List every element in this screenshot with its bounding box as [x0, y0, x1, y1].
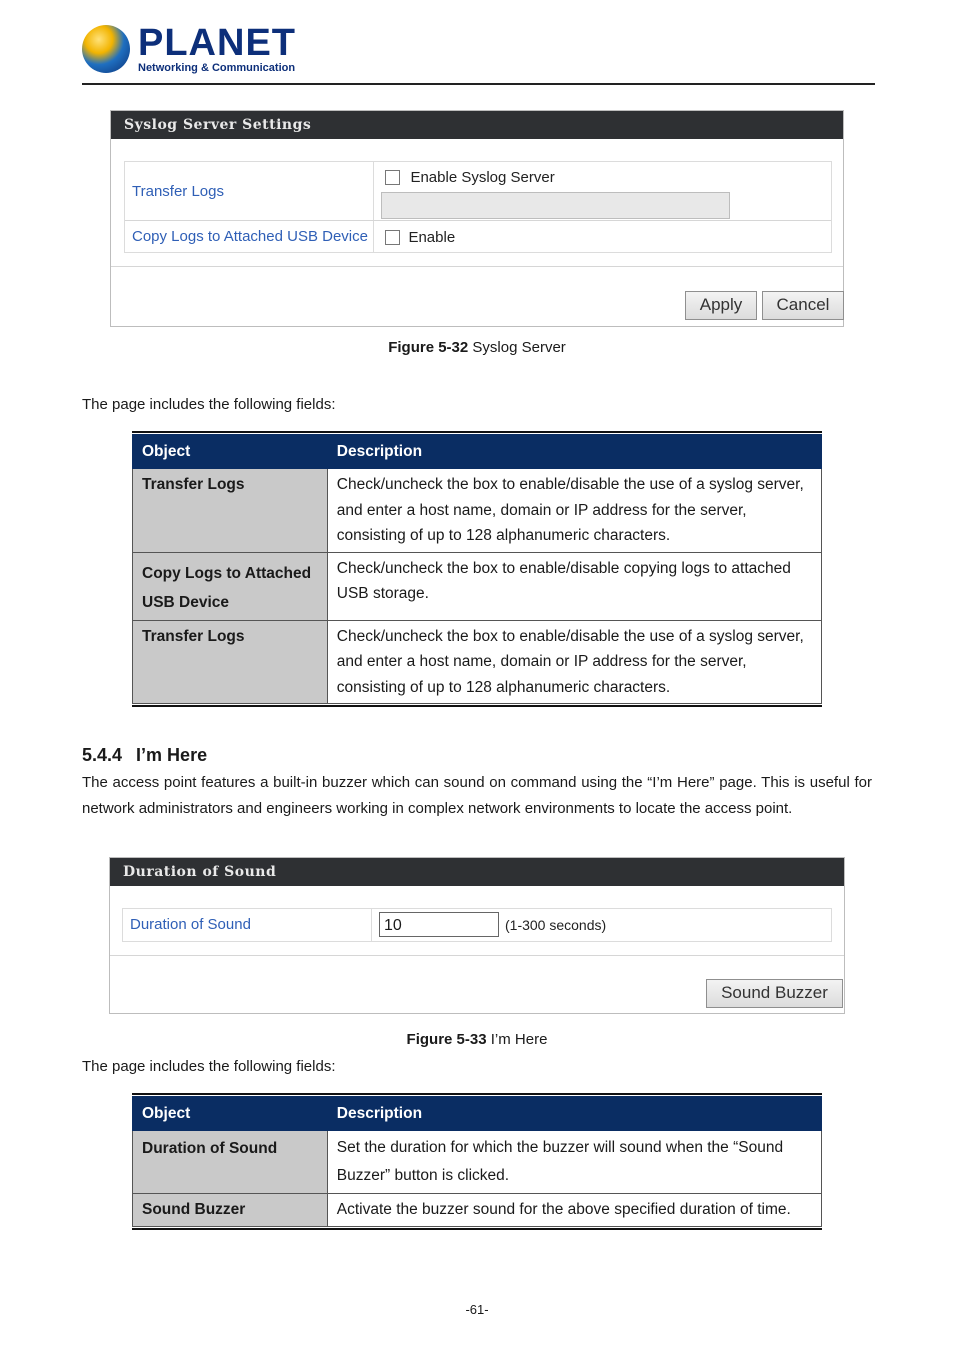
duration-input[interactable]: 10: [379, 912, 499, 937]
page-number: -61-: [465, 1302, 489, 1317]
duration-hint: (1-300 seconds): [505, 917, 607, 933]
section-title: I’m Here: [136, 745, 208, 765]
intro-text-2: The page includes the following fields:: [82, 1058, 336, 1075]
panel-divider: [110, 955, 844, 956]
object-cell: Duration of Sound: [133, 1131, 328, 1194]
panel-title: Duration of Sound: [110, 858, 844, 886]
enable-syslog-label: Enable Syslog Server: [410, 169, 555, 186]
duration-row: [122, 908, 832, 942]
row1-label-cell: [125, 162, 374, 220]
description-cell: Check/uncheck the box to enable/disable the use of a syslog server, and enter a host name, domain or IP address for the server, consisting of up to 128 alphanumeric characters.: [327, 469, 821, 553]
object-cell: Transfer Logs: [133, 620, 328, 704]
table-row: [133, 1131, 822, 1194]
globe-icon: [82, 25, 130, 73]
table-row: [133, 552, 822, 620]
transfer-logs-label: Transfer Logs: [132, 183, 224, 200]
usb-enable-option[interactable]: [385, 229, 455, 247]
syslog-settings-panel: [110, 110, 844, 327]
figure-title: Syslog Server: [472, 339, 566, 356]
planet-logo: [82, 22, 296, 78]
header-divider: [82, 83, 875, 85]
col-header-description: Description: [327, 435, 821, 469]
settings-table: [124, 161, 832, 253]
description-cell: Check/uncheck the box to enable/disable copying logs to attached USB storage.: [327, 552, 821, 620]
figure-number: Figure 5-32: [388, 339, 469, 356]
description-cell: Activate the buzzer sound for the above specified duration of time.: [327, 1194, 821, 1227]
duration-label-cell: [123, 909, 372, 941]
duration-panel: [109, 857, 845, 1014]
section-body: The access point features a built-in buzzer which can sound on command using the “I’m Here” page. This is useful for network administrators and engineers working in complex network environments to locate the access point.: [82, 774, 872, 817]
object-cell: Copy Logs to Attached USB Device: [133, 552, 328, 620]
figure-number: Figure 5-33: [406, 1031, 487, 1048]
fields-table-2: [132, 1093, 822, 1230]
section-number: 5.4.4: [82, 745, 123, 765]
col-header-object: Object: [133, 1097, 328, 1131]
figure-caption-1: [0, 339, 954, 356]
description-cell: Set the duration for which the buzzer will sound when the “Sound Buzzer” button is clicked.: [327, 1131, 821, 1194]
enable-syslog-option[interactable]: [385, 169, 555, 187]
row2-label-cell: [125, 221, 374, 252]
apply-button[interactable]: Apply: [685, 291, 757, 320]
sound-buzzer-button[interactable]: Sound Buzzer: [706, 979, 843, 1008]
table-row: [133, 620, 822, 704]
cancel-button[interactable]: Cancel: [762, 291, 844, 320]
enable-syslog-checkbox[interactable]: [385, 170, 400, 185]
panel-title: Syslog Server Settings: [111, 111, 843, 139]
figure-caption-2: [0, 1031, 954, 1048]
object-cell: Sound Buzzer: [133, 1194, 328, 1227]
usb-enable-label: Enable: [408, 229, 456, 246]
brand-tagline: Networking & Communication: [138, 62, 296, 74]
syslog-server-input[interactable]: [381, 192, 730, 219]
table-row: [133, 469, 822, 553]
object-cell: Transfer Logs: [133, 469, 328, 553]
copy-logs-label: Copy Logs to Attached USB Device: [132, 228, 368, 245]
section-heading: [82, 745, 207, 766]
figure-title: I’m Here: [490, 1031, 548, 1048]
brand-name: PLANET: [138, 22, 296, 64]
fields-table-1: [132, 431, 822, 707]
panel-divider: [111, 266, 843, 267]
col-header-object: Object: [133, 435, 328, 469]
col-header-description: Description: [327, 1097, 821, 1131]
intro-text-1: The page includes the following fields:: [82, 396, 336, 413]
usb-enable-checkbox[interactable]: [385, 230, 400, 245]
table-row: [133, 1194, 822, 1227]
description-cell: Check/uncheck the box to enable/disable the use of a syslog server, and enter a host name, domain or IP address for the server, consisting of up to 128 alphanumeric characters.: [327, 620, 821, 704]
duration-label: Duration of Sound: [130, 916, 251, 933]
